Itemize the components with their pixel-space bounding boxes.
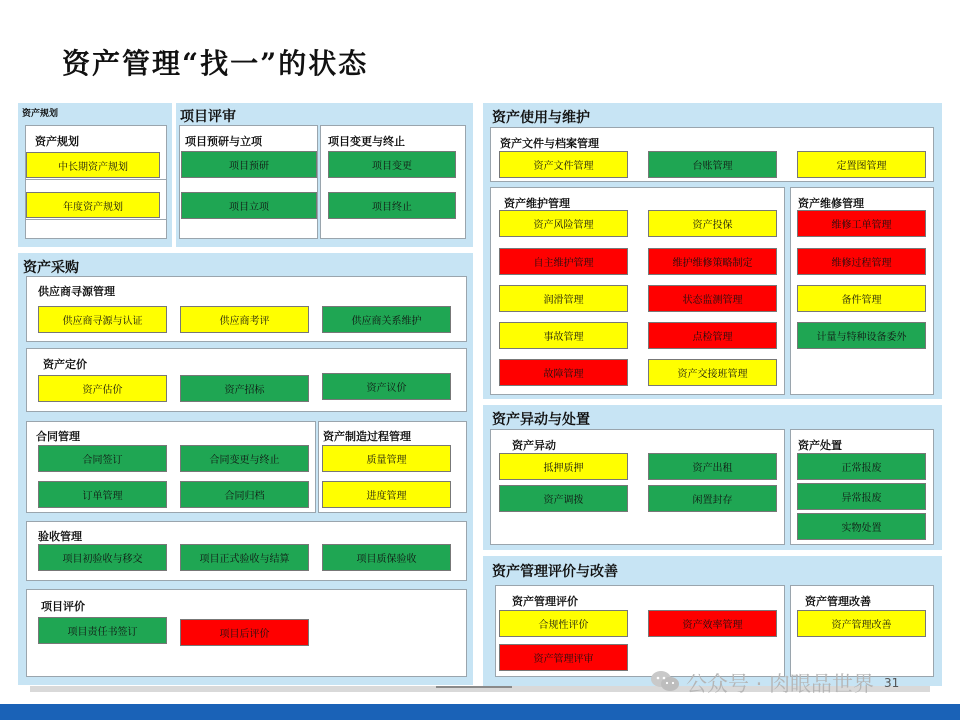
process-box[interactable]: 润滑管理 bbox=[499, 285, 628, 312]
process-box[interactable]: 资产估价 bbox=[38, 375, 167, 402]
plan-row-divider bbox=[25, 219, 167, 220]
process-box[interactable]: 供应商关系维护 bbox=[322, 306, 451, 333]
process-box[interactable]: 合同签订 bbox=[38, 445, 167, 472]
improve-eval-title: 资产管理评价 bbox=[512, 595, 578, 608]
contract-title: 合同管理 bbox=[36, 430, 80, 443]
process-box[interactable]: 质量管理 bbox=[322, 445, 451, 472]
page-number: 31 bbox=[884, 676, 900, 690]
plan-inner-title: 资产规划 bbox=[35, 135, 79, 148]
process-box[interactable]: 事故管理 bbox=[499, 322, 628, 349]
usage-panel-title: 资产使用与维护 bbox=[492, 110, 590, 126]
footer-bar bbox=[0, 704, 960, 720]
process-box[interactable]: 故障管理 bbox=[499, 359, 628, 386]
pricing-title: 资产定价 bbox=[43, 358, 87, 371]
disposal-title: 资产处置 bbox=[798, 439, 842, 452]
process-box[interactable]: 资产管理评审 bbox=[499, 644, 628, 671]
maintain-title: 资产维护管理 bbox=[504, 197, 570, 210]
process-box[interactable]: 项目立项 bbox=[181, 192, 317, 219]
process-box[interactable]: 项目质保验收 bbox=[322, 544, 451, 571]
review-research-title: 项目预研与立项 bbox=[185, 135, 262, 148]
process-box[interactable]: 维护维修策略制定 bbox=[648, 248, 777, 275]
process-box[interactable]: 点检管理 bbox=[648, 322, 777, 349]
plan-row-divider bbox=[25, 179, 167, 180]
process-box[interactable]: 合同归档 bbox=[180, 481, 309, 508]
process-box[interactable]: 定置图管理 bbox=[797, 151, 926, 178]
process-box[interactable]: 自主维护管理 bbox=[499, 248, 628, 275]
process-box[interactable]: 项目正式验收与结算 bbox=[180, 544, 309, 571]
process-box[interactable]: 正常报废 bbox=[797, 453, 926, 480]
process-box[interactable]: 供应商寻源与认证 bbox=[38, 306, 167, 333]
process-box[interactable]: 订单管理 bbox=[38, 481, 167, 508]
process-box[interactable]: 备件管理 bbox=[797, 285, 926, 312]
process-box[interactable]: 项目后评价 bbox=[180, 619, 309, 646]
page-title: 资产管理“找一”的状态 bbox=[62, 47, 369, 80]
process-box[interactable]: 资产效率管理 bbox=[648, 610, 777, 637]
change-panel-title: 资产异动与处置 bbox=[492, 412, 590, 428]
process-box[interactable]: 进度管理 bbox=[322, 481, 451, 508]
acceptance-title: 验收管理 bbox=[38, 530, 82, 543]
process-box[interactable]: 状态监测管理 bbox=[648, 285, 777, 312]
repair-title: 资产维修管理 bbox=[798, 197, 864, 210]
manufacture-title: 资产制造过程管理 bbox=[323, 430, 411, 443]
process-box[interactable]: 项目初验收与移交 bbox=[38, 544, 167, 571]
evaluation-title: 项目评价 bbox=[41, 600, 85, 613]
process-box[interactable]: 项目终止 bbox=[328, 192, 456, 219]
process-box[interactable]: 项目变更 bbox=[328, 151, 456, 178]
process-box[interactable]: 台账管理 bbox=[648, 151, 777, 178]
process-box[interactable]: 项目责任书签订 bbox=[38, 617, 167, 644]
process-box[interactable]: 资产出租 bbox=[648, 453, 777, 480]
process-box[interactable]: 闲置封存 bbox=[648, 485, 777, 512]
process-box[interactable]: 合同变更与终止 bbox=[180, 445, 309, 472]
process-box[interactable]: 供应商考评 bbox=[180, 306, 309, 333]
footer-progress-line bbox=[436, 686, 512, 688]
movement-title: 资产异动 bbox=[512, 439, 556, 452]
process-box[interactable]: 项目预研 bbox=[181, 151, 317, 178]
process-box[interactable]: 计量与特种设备委外 bbox=[797, 322, 926, 349]
process-box[interactable]: 实物处置 bbox=[797, 513, 926, 540]
improve-panel-title: 资产管理评价与改善 bbox=[492, 564, 618, 580]
process-box[interactable]: 资产投保 bbox=[648, 210, 777, 237]
process-box[interactable]: 资产管理改善 bbox=[797, 610, 926, 637]
process-box[interactable]: 抵押质押 bbox=[499, 453, 628, 480]
purchase-panel-title: 资产采购 bbox=[23, 260, 79, 276]
wechat-icon bbox=[650, 670, 680, 692]
review-change-title: 项目变更与终止 bbox=[328, 135, 405, 148]
process-box[interactable]: 年度资产规划 bbox=[26, 192, 160, 218]
process-box[interactable]: 资产文件管理 bbox=[499, 151, 628, 178]
process-box[interactable]: 中长期资产规划 bbox=[26, 152, 160, 178]
process-box[interactable]: 资产招标 bbox=[180, 375, 309, 402]
process-box[interactable]: 合规性评价 bbox=[499, 610, 628, 637]
process-box[interactable]: 资产议价 bbox=[322, 373, 451, 400]
plan-panel-title: 资产规划 bbox=[22, 109, 59, 119]
process-box[interactable]: 维修过程管理 bbox=[797, 248, 926, 275]
process-box[interactable]: 资产风险管理 bbox=[499, 210, 628, 237]
process-box[interactable]: 维修工单管理 bbox=[797, 210, 926, 237]
review-panel-title: 项目评审 bbox=[180, 109, 236, 125]
improvement-title: 资产管理改善 bbox=[805, 595, 871, 608]
files-title: 资产文件与档案管理 bbox=[500, 137, 599, 150]
watermark-text: 公众号 · 肉眼品世界 bbox=[686, 672, 875, 696]
process-box[interactable]: 资产交接班管理 bbox=[648, 359, 777, 386]
process-box[interactable]: 异常报废 bbox=[797, 483, 926, 510]
supplier-title: 供应商寻源管理 bbox=[38, 285, 115, 298]
process-box[interactable]: 资产调拨 bbox=[499, 485, 628, 512]
